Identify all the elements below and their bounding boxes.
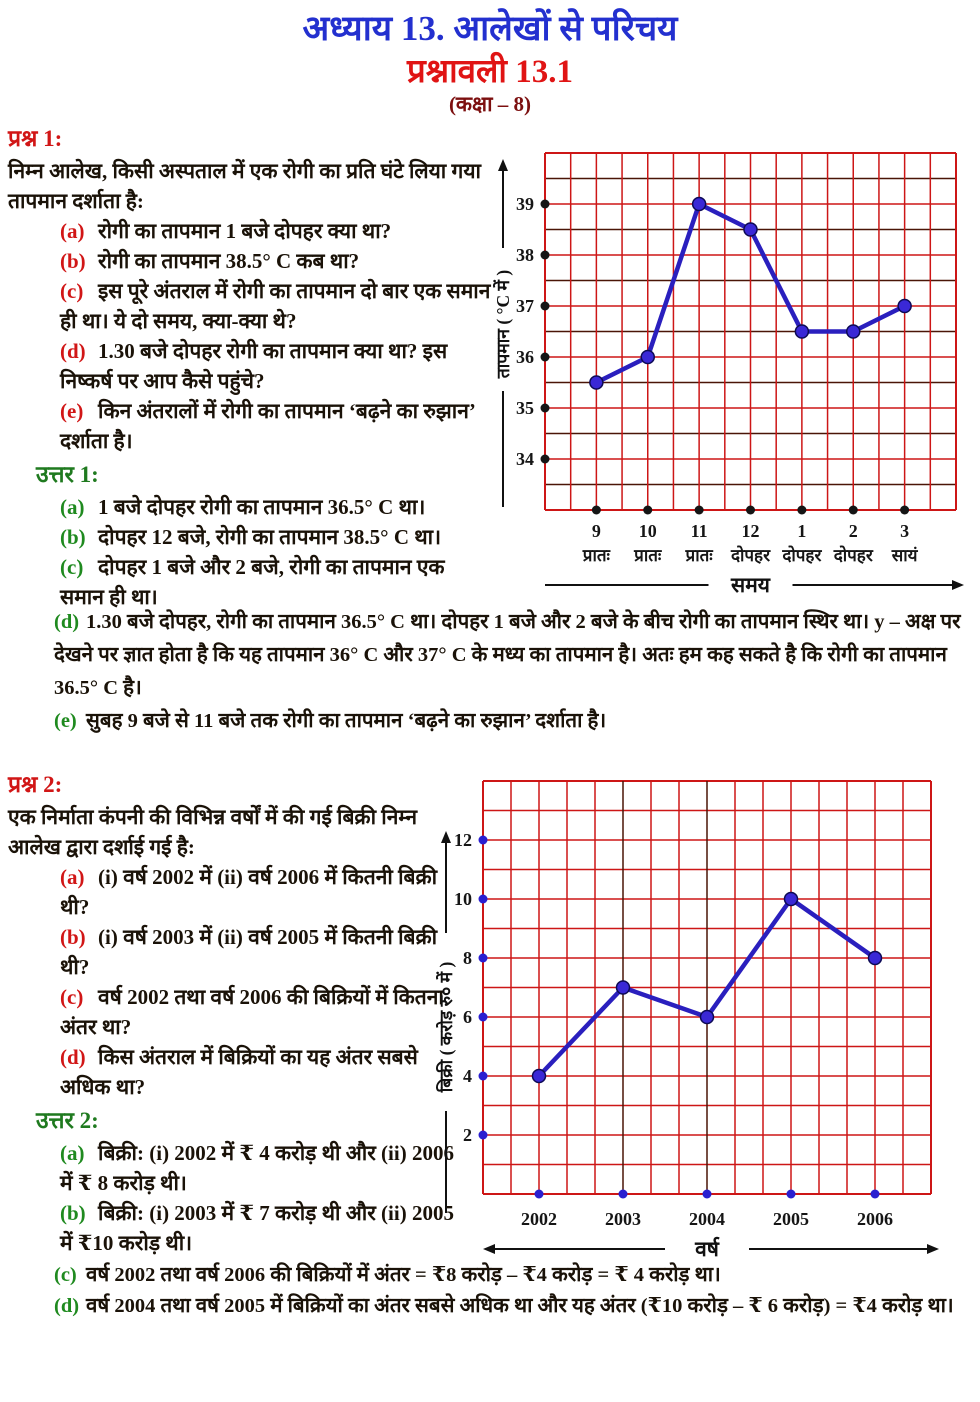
y-tick-dot bbox=[541, 251, 550, 260]
item-label: (c) bbox=[54, 1264, 77, 1286]
x-tick-dot bbox=[746, 506, 755, 515]
y-tick-label: 39 bbox=[516, 194, 534, 214]
sales-graph bbox=[428, 773, 976, 1283]
y-tick-label: 12 bbox=[454, 830, 472, 850]
list-item bbox=[60, 862, 458, 922]
question2-column bbox=[8, 770, 458, 1258]
y-tick-dot bbox=[541, 302, 550, 311]
y-tick-label: 8 bbox=[463, 948, 472, 968]
x-tick-sublabel: दोपहर bbox=[782, 546, 822, 565]
list-item bbox=[60, 492, 492, 522]
item-label: (d) bbox=[60, 1045, 86, 1069]
item-label: (c) bbox=[60, 985, 84, 1009]
x-axis-arrowhead-icon bbox=[927, 1244, 939, 1254]
y-tick-dot bbox=[479, 954, 488, 963]
item-label: (b) bbox=[60, 925, 86, 949]
data-point bbox=[533, 1070, 546, 1083]
y-tick-label: 2 bbox=[463, 1125, 472, 1145]
item-text: दोपहर 12 बजे, रोगी का तापमान 38.5° C था। bbox=[98, 525, 442, 549]
x-tick-label: 2002 bbox=[521, 1209, 557, 1229]
list-item bbox=[60, 1198, 458, 1258]
data-point bbox=[641, 351, 654, 364]
x-tick-label: 2 bbox=[848, 521, 858, 541]
item-text: 1 बजे दोपहर रोगी का तापमान 36.5° C था। bbox=[98, 495, 426, 519]
list-item bbox=[60, 1138, 458, 1198]
list-item bbox=[60, 522, 492, 552]
item-label: (a) bbox=[60, 219, 85, 243]
list-item bbox=[60, 276, 492, 336]
data-point bbox=[617, 981, 630, 994]
list-item bbox=[60, 1042, 458, 1102]
list-item bbox=[54, 606, 968, 705]
item-label: (d) bbox=[54, 1295, 80, 1317]
x-tick-dot bbox=[871, 1190, 880, 1199]
item-label: (e) bbox=[60, 399, 84, 423]
answer2-items bbox=[60, 1138, 458, 1258]
question1-items bbox=[60, 216, 492, 456]
data-point bbox=[590, 376, 603, 389]
item-text: किस अंतराल में बिक्रियों का यह अंतर सबसे अधिक था? bbox=[60, 1045, 418, 1099]
x-tick-sublabel: प्रातः bbox=[634, 546, 662, 565]
list-item bbox=[60, 552, 492, 612]
y-tick-dot bbox=[479, 895, 488, 904]
answer1-wide bbox=[30, 606, 968, 738]
question2-intro: एक निर्माता कंपनी की विभिन्न वर्षों में की गई बिक्री निम्न आलेख द्वारा दर्शाई गई है: bbox=[8, 805, 418, 859]
item-label: (a) bbox=[60, 865, 85, 889]
data-point bbox=[869, 952, 882, 965]
y-axis-arrowhead-icon bbox=[498, 159, 508, 171]
y-tick-label: 6 bbox=[463, 1007, 472, 1027]
data-point bbox=[898, 300, 911, 313]
data-point bbox=[693, 198, 706, 211]
list-item bbox=[60, 216, 492, 246]
answer2-heading: उत्तर 2: bbox=[36, 1108, 99, 1133]
item-text: वर्ष 2004 तथा वर्ष 2005 में बिक्रियों का अंतर सबसे अधिक था और यह अंतर (₹10 करोड़ – ₹ 6 करोड़) = ₹4 करोड़ था। bbox=[86, 1295, 954, 1317]
item-label: (d) bbox=[54, 611, 80, 633]
item-text: बिक्री: (i) 2002 में ₹ 4 करोड़ थी और (ii) 2006 में ₹ 8 करोड़ थी। bbox=[60, 1141, 454, 1195]
item-label: (b) bbox=[60, 249, 86, 273]
x-tick-sublabel: प्रातः bbox=[582, 546, 610, 565]
data-point bbox=[701, 1011, 714, 1024]
y-tick-label: 38 bbox=[516, 245, 534, 265]
list-item bbox=[60, 922, 458, 982]
item-label: (e) bbox=[54, 710, 77, 732]
question1-column bbox=[8, 124, 492, 612]
item-text: इस पूरे अंतराल में रोगी का तापमान दो बार एक समान ही था। ये दो समय, क्या-क्या थे? bbox=[60, 279, 491, 333]
item-text: किन अंतरालों में रोगी का तापमान ‘बढ़ने का रुझान’ दर्शाता है। bbox=[60, 399, 476, 453]
x-tick-label: 1 bbox=[797, 521, 807, 541]
x-tick-label: 2003 bbox=[605, 1209, 641, 1229]
y-tick-label: 34 bbox=[516, 449, 534, 469]
item-text: बिक्री: (i) 2003 में ₹ 7 करोड़ थी और (ii) 2005 में ₹10 करोड़ थी। bbox=[60, 1201, 454, 1255]
x-tick-sublabel: सायं bbox=[891, 546, 918, 565]
x-tick-label: 10 bbox=[638, 521, 657, 541]
temperature-graph-svg bbox=[488, 143, 970, 611]
y-tick-dot bbox=[541, 200, 550, 209]
item-text: (i) वर्ष 2003 में (ii) वर्ष 2005 में कितनी बिक्री थी? bbox=[60, 925, 438, 979]
y-tick-dot bbox=[479, 1072, 488, 1081]
x-tick-label: 3 bbox=[900, 521, 910, 541]
y-axis-title: तापमान ( °C में ) bbox=[493, 269, 513, 379]
class-line: (कक्षा – 8) bbox=[448, 92, 532, 116]
x-tick-sublabel: प्रातः bbox=[685, 546, 713, 565]
y-tick-label: 10 bbox=[454, 889, 472, 909]
question1-heading: प्रश्न 1: bbox=[8, 126, 63, 151]
item-label: (b) bbox=[60, 525, 86, 549]
y-axis-arrowhead-icon bbox=[441, 831, 451, 843]
x-axis-arrowhead-icon bbox=[483, 1244, 495, 1254]
item-label: (b) bbox=[60, 1201, 86, 1225]
item-label: (c) bbox=[60, 279, 84, 303]
item-text: 1.30 बजे दोपहर रोगी का तापमान क्या था? इस निष्कर्ष पर आप कैसे पहुंचे? bbox=[60, 339, 448, 393]
sales-graph-svg bbox=[428, 773, 976, 1278]
item-text: वर्ष 2002 तथा वर्ष 2006 की बिक्रियों में कितना अंतर था? bbox=[60, 985, 444, 1039]
y-tick-dot bbox=[541, 455, 550, 464]
x-tick-label: 11 bbox=[690, 521, 708, 541]
y-tick-dot bbox=[479, 1131, 488, 1140]
data-point bbox=[744, 223, 757, 236]
x-tick-label: 2005 bbox=[773, 1209, 809, 1229]
x-tick-label: 2006 bbox=[857, 1209, 893, 1229]
list-item bbox=[60, 396, 492, 456]
item-text: वर्ष 2002 तथा वर्ष 2006 की बिक्रियों में अंतर = ₹8 करोड़ – ₹4 करोड़ = ₹ 4 करोड़ था। bbox=[86, 1264, 721, 1286]
x-tick-dot bbox=[535, 1190, 544, 1199]
x-tick-sublabel: दोपहर bbox=[833, 546, 873, 565]
item-label: (a) bbox=[60, 495, 85, 519]
y-tick-label: 35 bbox=[516, 398, 534, 418]
item-label: (a) bbox=[60, 1141, 85, 1165]
item-text: रोगी का तापमान 38.5° C कब था? bbox=[98, 249, 360, 273]
x-tick-dot bbox=[900, 506, 909, 515]
x-axis-arrowhead-icon bbox=[952, 580, 964, 590]
x-tick-label: 12 bbox=[741, 521, 760, 541]
item-text: दोपहर 1 बजे और 2 बजे, रोगी का तापमान एक समान ही था। bbox=[60, 555, 445, 609]
list-item bbox=[54, 705, 968, 738]
item-text: रोगी का तापमान 1 बजे दोपहर क्या था? bbox=[98, 219, 392, 243]
y-tick-dot bbox=[479, 836, 488, 845]
answer1-items bbox=[60, 492, 492, 612]
item-text: सुबह 9 बजे से 11 बजे तक रोगी का तापमान ‘बढ़ने का रुझान’ दर्शाता है। bbox=[86, 710, 607, 732]
x-tick-label: 9 bbox=[591, 521, 601, 541]
x-tick-dot bbox=[703, 1190, 712, 1199]
item-text: 1.30 बजे दोपहर, रोगी का तापमान 36.5° C था। दोपहर 1 बजे और 2 बजे के बीच रोगी का तापमान स्थिर था। y – अक्ष पर देखने पर ज्ञात होता है कि यह तापमान 36° C और 37° C के मध्य का तापमान है। अतः हम कह सकते है कि रोगी का तापमान 36.5° C है। bbox=[54, 611, 961, 699]
x-tick-dot bbox=[619, 1190, 628, 1199]
list-item bbox=[54, 1291, 970, 1322]
y-tick-dot bbox=[541, 404, 550, 413]
x-tick-dot bbox=[643, 506, 652, 515]
list-item bbox=[60, 982, 458, 1042]
data-point bbox=[795, 325, 808, 338]
item-label: (c) bbox=[60, 555, 84, 579]
x-tick-sublabel: दोपहर bbox=[730, 546, 771, 565]
x-tick-dot bbox=[849, 506, 858, 515]
y-tick-label: 36 bbox=[516, 347, 534, 367]
x-tick-dot bbox=[787, 1190, 796, 1199]
y-tick-dot bbox=[541, 353, 550, 362]
x-tick-label: 2004 bbox=[689, 1209, 725, 1229]
list-item bbox=[60, 336, 492, 396]
chapter-title: अध्याय 13. आलेखों से परिचय bbox=[302, 9, 678, 48]
list-item bbox=[60, 246, 492, 276]
x-tick-dot bbox=[592, 506, 601, 515]
question1-intro: निम्न आलेख, किसी अस्पताल में एक रोगी का प्रति घंटे लिया गया तापमान दर्शाता है: bbox=[8, 159, 481, 213]
y-axis-title: बिक्री ( करोड़ रु० में ) bbox=[436, 961, 456, 1093]
y-tick-dot bbox=[479, 1013, 488, 1022]
item-text: (i) वर्ष 2002 में (ii) वर्ष 2006 में कितनी बिक्री थी? bbox=[60, 865, 438, 919]
x-axis-title: समय bbox=[731, 573, 770, 597]
question2-heading: प्रश्न 2: bbox=[8, 772, 63, 797]
x-tick-dot bbox=[695, 506, 704, 515]
x-axis-title: वर्ष bbox=[695, 1237, 719, 1261]
x-tick-dot bbox=[797, 506, 806, 515]
data-point bbox=[785, 893, 798, 906]
y-tick-label: 37 bbox=[516, 296, 534, 316]
y-tick-label: 4 bbox=[463, 1066, 472, 1086]
data-point bbox=[847, 325, 860, 338]
answer1-heading: उत्तर 1: bbox=[36, 462, 99, 487]
exercise-title: प्रश्नावली 13.1 bbox=[407, 54, 573, 90]
question2-items bbox=[60, 862, 458, 1102]
item-label: (d) bbox=[60, 339, 86, 363]
temperature-graph bbox=[488, 143, 970, 616]
